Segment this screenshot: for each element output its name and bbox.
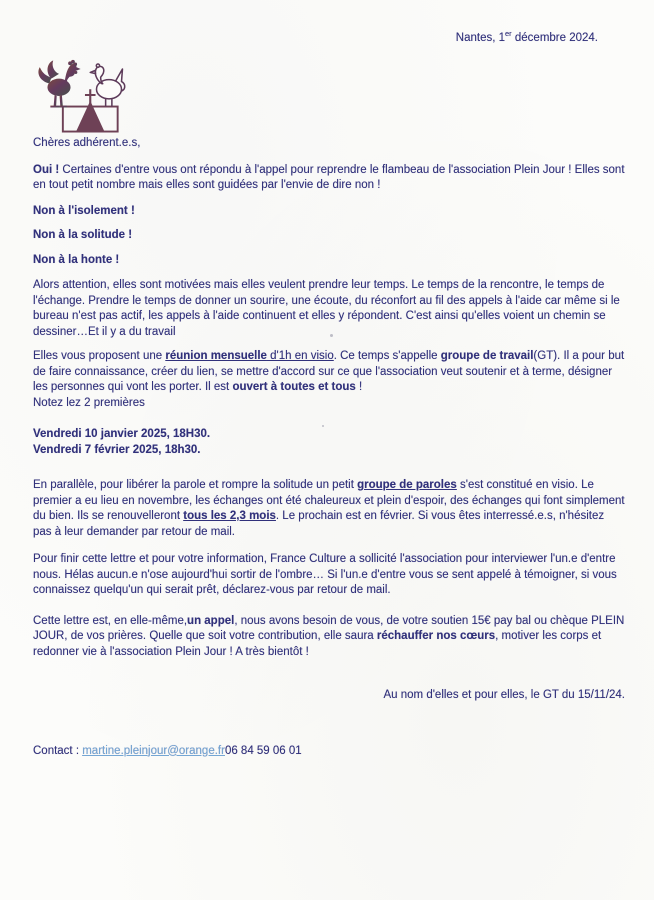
- p6-text2: , nous avons besoin de vous, de votre soutien 15€ pay bal ou chèque PLEIN JOUR, de vos prières. Quelle que soit votre contribution, elle saura: [33, 614, 625, 642]
- slogan-isolement: Non à l'isolement !: [33, 204, 135, 217]
- contact-label: Contact :: [33, 744, 83, 757]
- contact-phone: 06 84 59 06 01: [224, 744, 302, 757]
- p6-text: Cette lettre est, en elle-même,: [33, 614, 188, 627]
- rooster-icon: [38, 60, 80, 108]
- slogan-solitude: Non à la solitude !: [33, 229, 133, 241]
- p6-text3: , motiver les corps et redonner vie à l'association Plein Jour ! A très bientôt !: [33, 630, 602, 658]
- scan-speck: [330, 334, 333, 337]
- meeting-dates: [33, 427, 625, 458]
- salutation: Chères adhérent.e.s,: [33, 137, 141, 149]
- p3-groupe-travail: groupe de travail: [440, 350, 534, 362]
- scan-speck: [322, 425, 324, 427]
- p4-text2: s'est constitué en visio. Le premier a eu lieu en novembre, les échanges ont été chaleureux et plein d'espoir, des échanges qui font simplement du bien. Ils se renouvelleront: [33, 479, 625, 522]
- p3-text2: . Ce temps s'appelle: [333, 350, 441, 362]
- paragraph-groupe-travail: [33, 349, 625, 411]
- p3-text: Elles vous proposent une: [33, 350, 166, 362]
- contact-email-link[interactable]: martine.pleinjour@orange.fr: [82, 744, 225, 757]
- p3-visio: d'1h en visio: [266, 350, 334, 362]
- dateline-rest: décembre 2024.: [511, 31, 598, 44]
- signoff: Au nom d'elles et pour elles, le GT du 15/11/24.: [383, 689, 625, 701]
- paragraph-appel: [33, 614, 625, 661]
- cross-icon: [85, 89, 96, 103]
- p6-un-appel: un appel: [187, 614, 235, 627]
- meeting-date-1: Vendredi 10 janvier 2025, 18H30.: [33, 428, 211, 440]
- p3-reunion-mensuelle: réunion mensuelle: [165, 350, 267, 362]
- association-logo: [34, 56, 134, 134]
- dateline-city: Nantes, 1: [455, 31, 506, 44]
- p3-text4: !: [355, 381, 363, 393]
- letter-body: [33, 136, 625, 759]
- meeting-date-2: Vendredi 7 février 2025, 18h30.: [33, 443, 201, 456]
- paragraph-motivation: Alors attention, elles sont motivées mais elles veulent prendre leur temps. Le temps de la rencontre, le temps de l'échange. Prendre le temps de donner un sourire, une écoute, du réconfort au fil des appels à l'aide car même si le bureau n'est pas actif, les appels à l'aide continuent et elles y répondent. C'est ainsi qu'elles voient un chemin se dessiner…Et il y a du travail: [33, 279, 620, 338]
- p3-note: Notez lez 2 premières: [33, 396, 145, 409]
- intro-oui: Oui !: [33, 163, 60, 176]
- p4-groupe-paroles: groupe de paroles: [357, 479, 457, 491]
- p6-rechauffer: réchauffer nos cœurs: [376, 630, 496, 642]
- dateline-ordinal: er: [505, 29, 512, 38]
- slogan-honte: Non à la honte !: [33, 253, 120, 266]
- p4-frequence: tous les 2,3 mois: [183, 510, 276, 522]
- paragraph-intro: [33, 163, 625, 194]
- paragraph-france-culture: Pour finir cette lettre et pour votre information, France Culture a sollicité l'association pour interviewer l'un.e d'entre nous. Hélas aucun.e n'ose aujourd'hui sortir de l'ombre… Si l'un.e d'entre vous se sent appelé à témoigner, si vous connaissez quelqu'un qui serait prêt, déclarez-vous par retour de mail.: [33, 553, 617, 596]
- contact-line: [33, 744, 625, 760]
- rooster-hen-chapel-logo: [34, 56, 134, 134]
- paragraph-groupe-paroles: [33, 478, 625, 540]
- p3-ouvert: ouvert à toutes et tous: [232, 381, 356, 393]
- hen-icon: [90, 64, 124, 107]
- p4-text3: . Le prochain est en février. Si vous êtes interressé.e.s, n'hésitez pas à leur demander par retour de mail.: [33, 510, 605, 538]
- chapel-triangle-icon: [76, 101, 104, 131]
- intro-text: Certaines d'entre vous ont répondu à l'appel pour reprendre le flambeau de l'association Plein Jour ! Elles sont en tout petit nombre mais elles sont guidées par l'envie de dire non !: [33, 163, 625, 191]
- dateline: [456, 29, 598, 44]
- p3-text3: (GT). Il a pour but de faire connaissance, créer du lien, se mettre d'accord sur ce que l'association veut soutenir et à terme, désigner les personnes qui vont les porter. Il est: [33, 350, 625, 393]
- p4-text: En parallèle, pour libérer la parole et rompre la solitude un petit: [33, 479, 358, 491]
